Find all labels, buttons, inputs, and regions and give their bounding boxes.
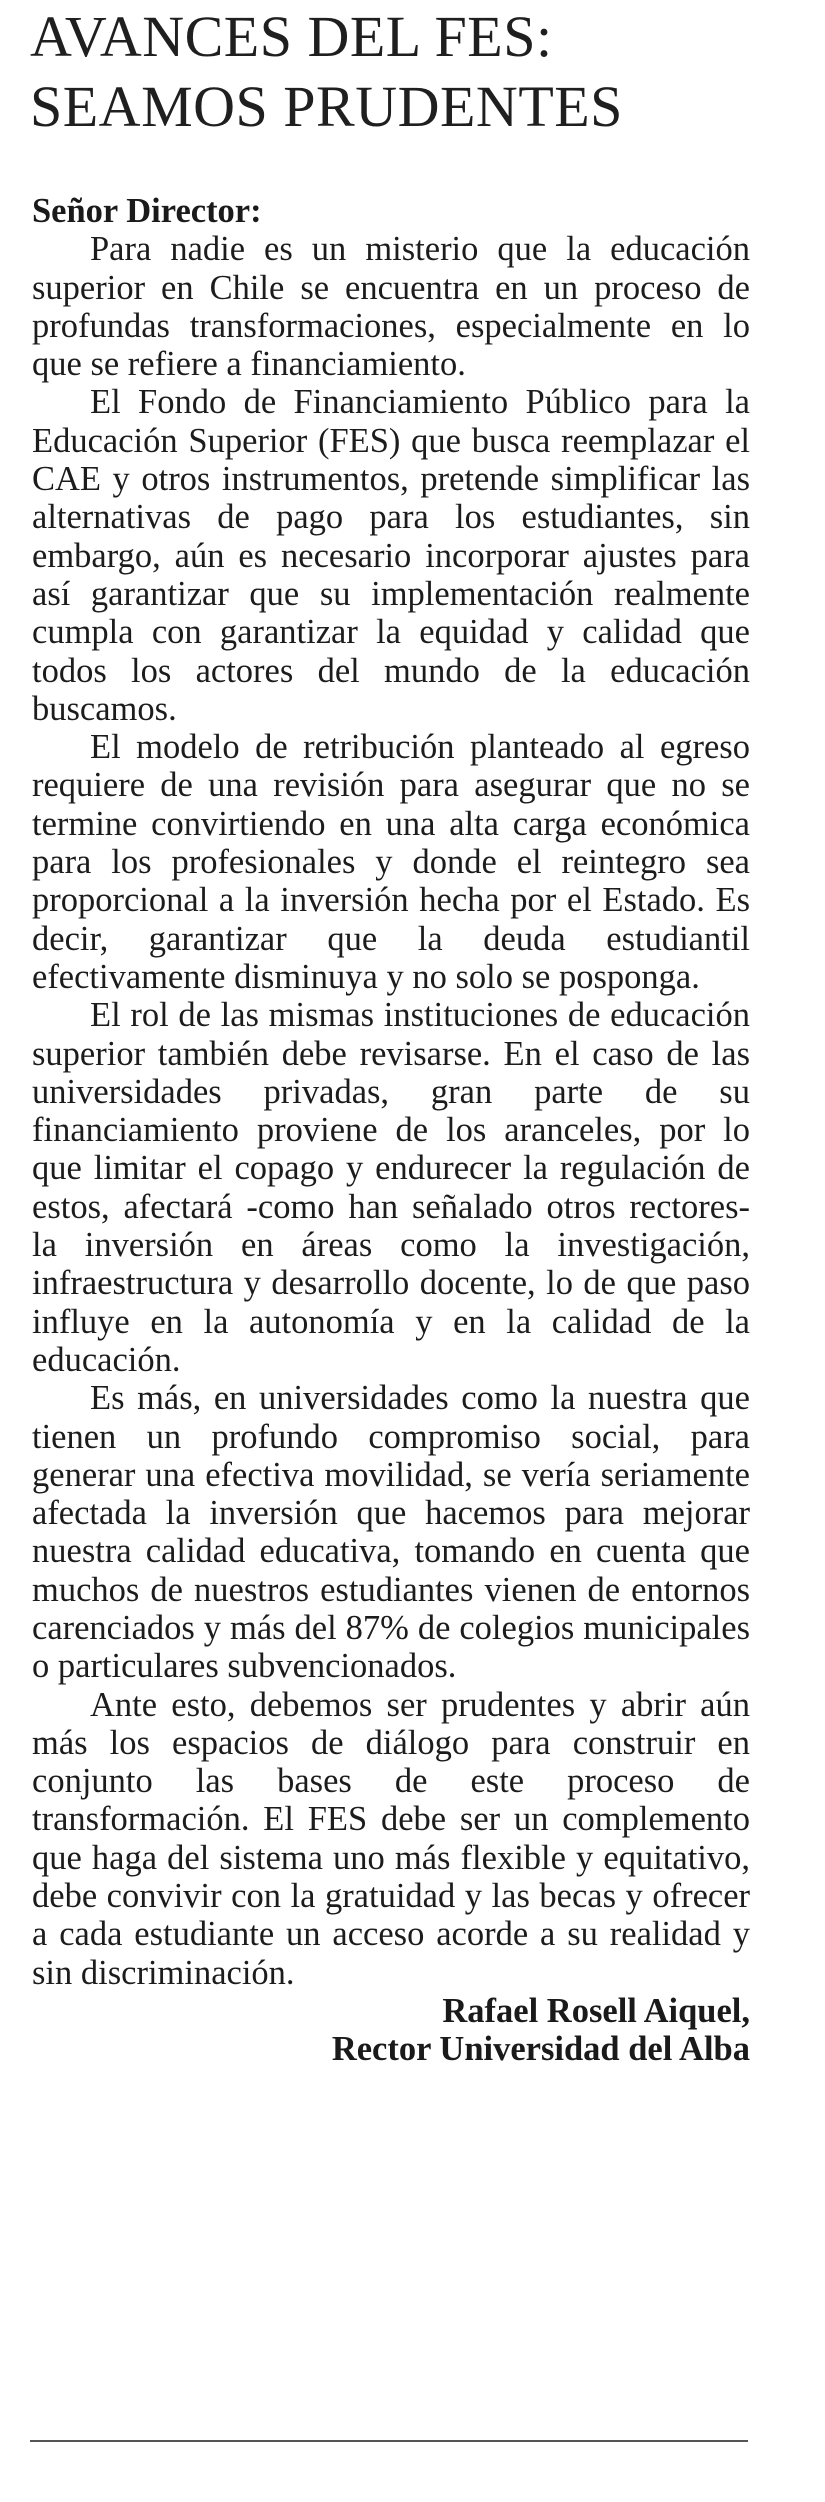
salutation: Señor Director: [32,192,262,230]
signature [32,1992,750,2069]
signature-name: Rafael Rosell Aiquel, [442,1991,750,2030]
paragraph-1: Para nadie es un misterio que la educación superior en Chile se encuentra en un proceso de profundas transformaciones, especialmente en lo que se refiere a financiamiento. [32,230,750,384]
paragraph-2: El Fondo de Financiamiento Público para la Educación Superior (FES) que busca reemplazar el CAE y otros instrumentos, pretende simplificar las alternativas de pago para los estudiantes, sin embargo, aún es necesario incorporar ajustes para así garantizar que su implementación realmente cumpla con garantizar la equidad y calidad que todos los actores del mundo de la educación buscamos. [32,383,750,728]
headline [30,2,800,142]
bottom-divider [30,2440,748,2442]
paragraph-3: El modelo de retribución planteado al egreso requiere de una revisión para asegurar que no se termine convirtiendo en una alta carga económica para los profesionales y donde el reintegro sea proporcional a la inversión hecha por el Estado. Es decir, garantizar que la deuda estudiantil efectivamente disminuya y no solo se posponga. [32,728,750,996]
headline-line-2: SEAMOS PRUDENTES [30,74,623,139]
paragraph-4: El rol de las mismas instituciones de educación superior también debe revisarse. En el caso de las universidades privadas, gran parte de su financiamiento proviene de los aranceles, por lo que limitar el copago y endurecer la regulación de estos, afectará -como han señalado otros rectores- la inversión en áreas como la investigación, infraestructura y desarrollo docente, lo de que paso influye en la autonomía y en la calidad de la educación. [32,996,750,1379]
paragraph-5: Es más, en universidades como la nuestra que tienen un profundo compromiso social, para generar una efectiva movilidad, se vería seriamente afectada la inversión que hacemos para mejorar nuestra calidad educativa, tomando en cuenta que muchos de nuestros estudiantes vienen de entornos carenciados y más del 87% de colegios municipales o particulares subvencionados. [32,1379,750,1686]
letter-body [32,192,750,2069]
signature-title: Rector Universidad del Alba [331,2030,750,2069]
paragraph-6: Ante esto, debemos ser prudentes y abrir aún más los espacios de diálogo para construir en conjunto las bases de este proceso de transformación. El FES debe ser un complemento que haga del sistema uno más flexible y equitativo, debe convivir con la gratuidad y las becas y ofrecer a cada estudiante un acceso acorde a su realidad y sin discriminación. [32,1685,750,1992]
headline-line-1: AVANCES DEL FES: [30,4,553,69]
